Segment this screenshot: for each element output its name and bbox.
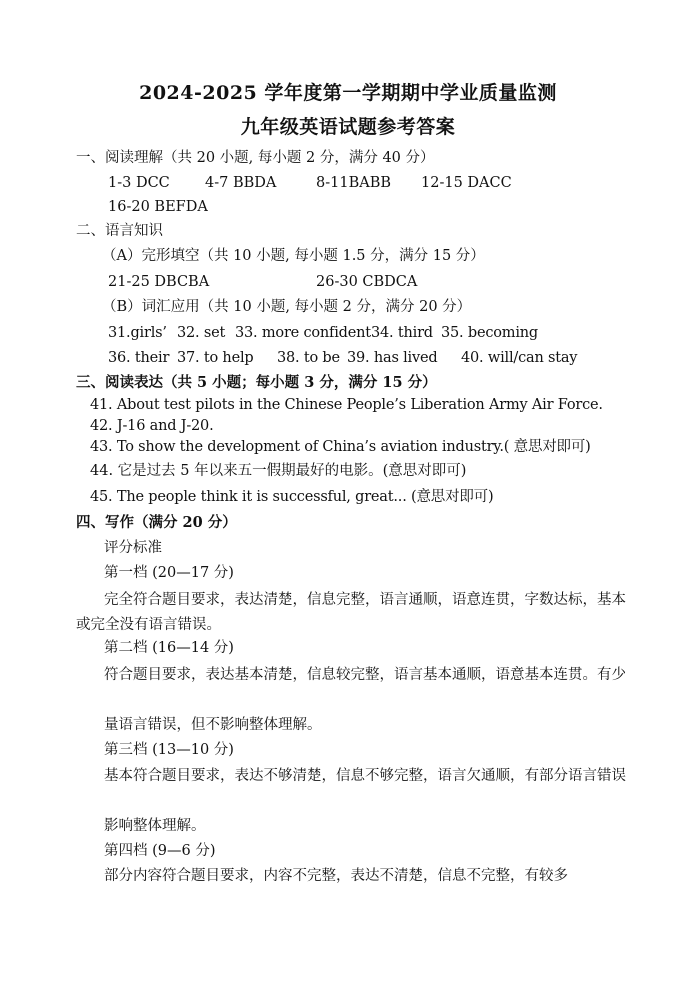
answer-32: 32. set <box>177 325 226 341</box>
answer-40: 40. will/can stay <box>461 350 578 366</box>
answer-31: 31.girls’ <box>108 325 167 341</box>
answer-37: 37. to help <box>177 350 254 366</box>
section-reading-heading: 一、阅读理解（共 20 小题, 每小题 2 分，满分 40 分） <box>76 150 435 166</box>
answer-26-30: 26-30 CBDCA <box>316 274 418 290</box>
answer-42: 42. J-16 and J-20. <box>90 418 214 434</box>
answer-39: 39. has lived <box>347 350 438 366</box>
answer-41: 41. About test pilots in the Chinese People’s Liberation Army Air Force. <box>90 397 603 413</box>
section-writing-heading: 四、写作（满分 20 分） <box>76 514 237 531</box>
vocab-heading: （B）词汇应用（共 10 小题, 每小题 2 分，满分 20 分） <box>102 299 472 315</box>
answer-36: 36. their <box>108 350 170 366</box>
answer-1-3: 1-3 DCC <box>108 175 170 191</box>
grade-2-description: 符合题目要求，表达基本清楚，信息较完整，语言基本通顺，语意基本连贯。有少 <box>104 667 626 683</box>
answer-8-11: 8-11BABB <box>316 175 392 191</box>
grade-3-description-cont: 影响整体理解。 <box>104 818 206 834</box>
answer-43: 43. To show the development of China’s aviation industry.( 意思对即可) <box>90 439 591 455</box>
answer-38: 38. to be <box>277 350 340 366</box>
page-title: 2024-2025 学年度第一学期期中学业质量监测 <box>139 82 557 104</box>
answer-35: 35. becoming <box>441 325 538 341</box>
grade-3-title: 第三档 (13—10 分) <box>104 742 234 758</box>
grade-1-description: 完全符合题目要求，表达清楚，信息完整，语言通顺，语意连贯，字数达标，基本或完全没有语言错误。 <box>76 592 626 633</box>
section-reading-expression-heading: 三、阅读表达（共 5 小题；每小题 3 分，满分 15 分） <box>76 374 437 391</box>
page-subtitle: 九年级英语试题参考答案 <box>240 116 456 138</box>
answer-12-15: 12-15 DACC <box>421 175 512 191</box>
answer-4-7: 4-7 BBDA <box>205 175 277 191</box>
answer-34: 34. third <box>371 325 433 341</box>
grade-2-description-cont: 量语言错误，但不影响整体理解。 <box>104 717 322 733</box>
answer-44: 44. 它是过去 5 年以来五一假期最好的电影。(意思对即可) <box>90 463 467 479</box>
cloze-heading: （A）完形填空（共 10 小题, 每小题 1.5 分，满分 15 分） <box>102 248 485 264</box>
answer-33: 33. more confident <box>235 325 371 341</box>
answer-21-25: 21-25 DBCBA <box>108 274 210 290</box>
grade-3-description: 基本符合题目要求，表达不够清楚，信息不够完整，语言欠通顺，有部分语言错误 <box>104 768 626 784</box>
answer-16-20: 16-20 BEFDA <box>108 199 208 215</box>
grade-4-title: 第四档 (9—6 分) <box>104 843 216 859</box>
answer-45: 45. The people think it is successful, great... (意思对即可) <box>90 489 494 505</box>
section-language-heading: 二、语言知识 <box>76 223 163 239</box>
grade-2-title: 第二档 (16—14 分) <box>104 640 234 656</box>
scoring-criteria-label: 评分标准 <box>104 540 162 556</box>
grade-4-description: 部分内容符合题目要求，内容不完整，表达不清楚，信息不完整，有较多 <box>104 868 568 884</box>
grade-1-title: 第一档 (20—17 分) <box>104 565 234 581</box>
